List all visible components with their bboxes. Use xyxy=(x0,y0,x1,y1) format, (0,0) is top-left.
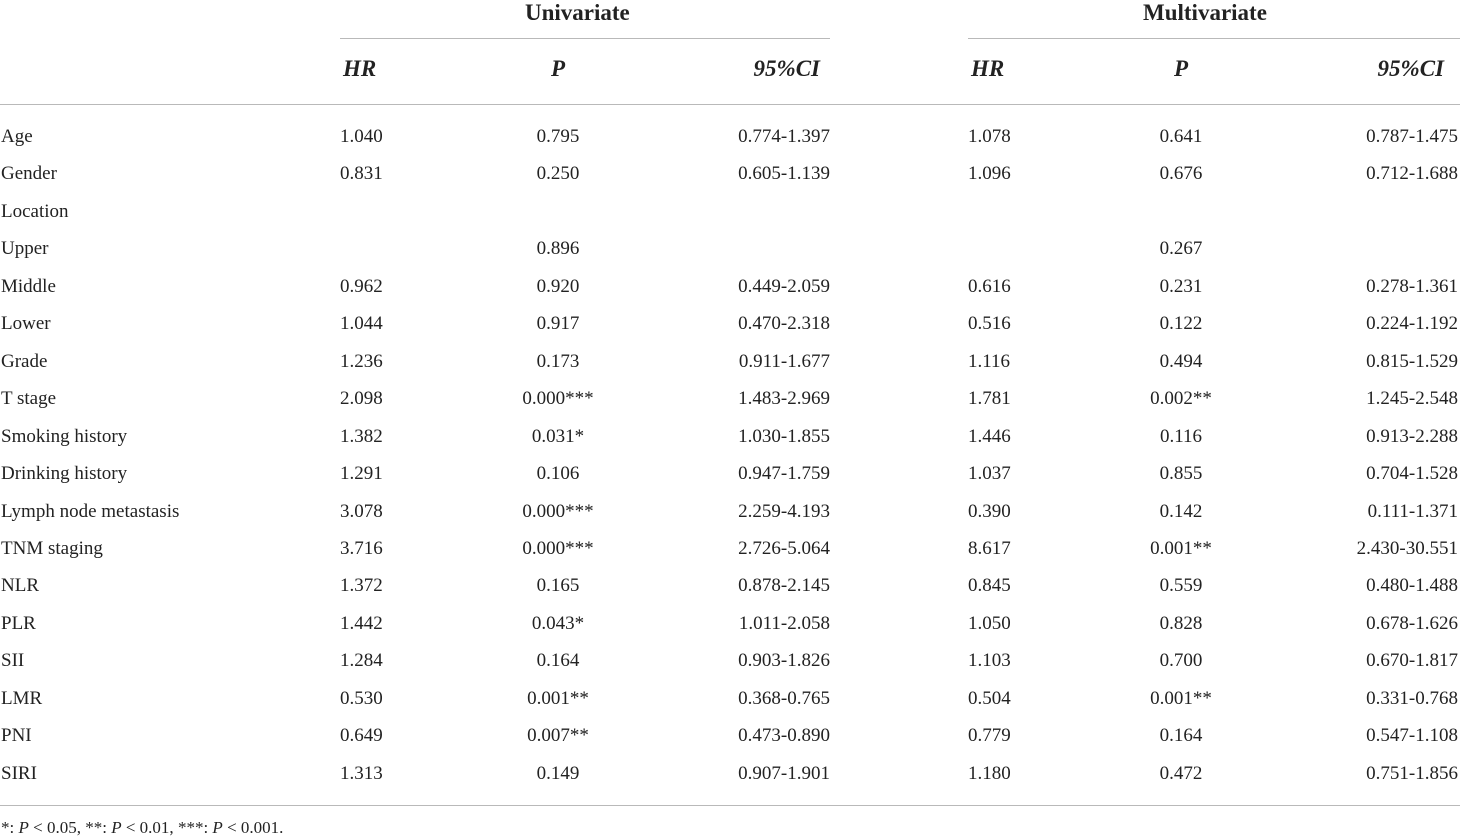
cell-hr-multivariate: 1.180 xyxy=(968,763,1011,784)
cell-ci-univariate: 1.011-2.058 xyxy=(738,613,830,634)
footnote xyxy=(1,818,283,838)
cell-ci-multivariate: 0.751-1.856 xyxy=(1366,763,1458,784)
cell-p-multivariate: 0.001** xyxy=(1150,688,1212,709)
col-header-p-univariate: P xyxy=(550,56,566,81)
cell-ci-univariate: 0.903-1.826 xyxy=(738,650,830,671)
row-label: PNI xyxy=(1,725,32,746)
cell-ci-multivariate: 0.111-1.371 xyxy=(1367,501,1458,522)
cell-ci-univariate: 2.259-4.193 xyxy=(738,501,830,522)
cell-ci-univariate: 2.726-5.064 xyxy=(738,538,830,559)
cell-ci-multivariate: 0.712-1.688 xyxy=(1366,163,1458,184)
cell-ci-multivariate: 0.913-2.288 xyxy=(1366,426,1458,447)
cell-ci-univariate: 0.907-1.901 xyxy=(738,763,830,784)
univariate-underline xyxy=(340,38,830,39)
cell-p-multivariate: 0.164 xyxy=(1159,725,1203,746)
footnote-var-1: P xyxy=(18,818,29,837)
cell-p-univariate: 0.031* xyxy=(531,426,585,447)
cell-p-univariate: 0.795 xyxy=(536,126,580,147)
row-label: Middle xyxy=(1,276,56,297)
cell-hr-univariate: 1.372 xyxy=(340,575,383,596)
footnote-var-3: P xyxy=(212,818,223,837)
cell-p-multivariate: 0.002** xyxy=(1150,388,1212,409)
cell-p-univariate: 0.000*** xyxy=(522,538,594,559)
cell-p-univariate: 0.000*** xyxy=(522,501,594,522)
footnote-rest-2: < 0.01, xyxy=(121,818,178,837)
row-label: Smoking history xyxy=(1,426,128,447)
cell-ci-multivariate: 0.704-1.528 xyxy=(1366,463,1458,484)
cell-hr-multivariate: 1.116 xyxy=(968,351,1011,372)
cell-hr-multivariate: 1.037 xyxy=(968,463,1011,484)
row-label: T stage xyxy=(1,388,57,409)
cell-p-multivariate: 0.855 xyxy=(1159,463,1203,484)
row-label: TNM staging xyxy=(1,538,103,559)
row-label: LMR xyxy=(1,688,43,709)
cell-hr-univariate: 0.831 xyxy=(340,163,383,184)
footnote-sym-3: ***: xyxy=(177,818,213,837)
cell-ci-univariate: 0.878-2.145 xyxy=(738,575,830,596)
cell-p-univariate: 0.043* xyxy=(531,613,585,634)
cell-hr-multivariate: 8.617 xyxy=(968,538,1011,559)
table-bottom-rule xyxy=(0,805,1460,806)
cell-ci-multivariate: 0.670-1.817 xyxy=(1366,650,1458,671)
footnote-var-2: P xyxy=(111,818,122,837)
cell-hr-multivariate: 0.504 xyxy=(968,688,1011,709)
cell-p-univariate: 0.106 xyxy=(536,463,580,484)
cell-ci-univariate: 0.470-2.318 xyxy=(738,313,830,334)
cell-p-univariate: 0.250 xyxy=(536,163,580,184)
cell-p-univariate: 0.164 xyxy=(536,650,580,671)
cell-hr-univariate: 1.044 xyxy=(340,313,383,334)
cell-hr-univariate: 3.716 xyxy=(340,538,383,559)
footnote-sym-2: **: xyxy=(85,818,112,837)
row-label: PLR xyxy=(1,613,36,634)
cell-ci-univariate: 1.030-1.855 xyxy=(738,426,830,447)
cell-hr-multivariate: 0.390 xyxy=(968,501,1011,522)
col-header-hr-multivariate: HR xyxy=(971,56,1005,81)
footnote-rest-3: < 0.001. xyxy=(222,818,284,837)
cell-hr-univariate: 1.442 xyxy=(340,613,383,634)
cell-ci-multivariate: 0.224-1.192 xyxy=(1366,313,1458,334)
cell-ci-multivariate: 0.547-1.108 xyxy=(1366,725,1458,746)
cell-p-multivariate: 0.641 xyxy=(1159,126,1203,147)
row-label: SIRI xyxy=(1,763,37,784)
row-label: SII xyxy=(1,650,25,671)
cell-p-univariate: 0.000*** xyxy=(522,388,594,409)
cell-ci-multivariate: 0.331-0.768 xyxy=(1366,688,1458,709)
cell-p-multivariate: 0.142 xyxy=(1159,501,1203,522)
cell-p-univariate: 0.920 xyxy=(536,276,580,297)
footnote-rest-1: < 0.05, xyxy=(28,818,86,837)
multivariate-underline xyxy=(968,38,1460,39)
col-header-ci-univariate: 95%CI xyxy=(753,56,820,81)
col-header-p-multivariate: P xyxy=(1173,56,1189,81)
cell-p-multivariate: 0.676 xyxy=(1159,163,1203,184)
row-label: Grade xyxy=(1,351,48,372)
cell-hr-univariate: 1.236 xyxy=(340,351,383,372)
cell-hr-multivariate: 1.446 xyxy=(968,426,1011,447)
cell-hr-multivariate: 1.781 xyxy=(968,388,1011,409)
col-header-ci-multivariate: 95%CI xyxy=(1377,56,1444,81)
cell-p-univariate: 0.173 xyxy=(536,351,580,372)
cell-ci-univariate: 0.947-1.759 xyxy=(738,463,830,484)
cell-hr-univariate: 1.040 xyxy=(340,126,383,147)
cell-hr-multivariate: 0.845 xyxy=(968,575,1011,596)
cell-p-univariate: 0.896 xyxy=(536,238,580,259)
cell-p-univariate: 0.165 xyxy=(536,575,580,596)
cell-hr-univariate: 3.078 xyxy=(340,501,383,522)
cell-p-multivariate: 0.267 xyxy=(1159,238,1203,259)
row-label: Lower xyxy=(1,313,51,334)
header-bottom-rule xyxy=(0,104,1460,105)
cell-hr-univariate: 1.291 xyxy=(340,463,383,484)
cell-hr-univariate: 1.382 xyxy=(340,426,383,447)
cell-ci-multivariate: 0.480-1.488 xyxy=(1366,575,1458,596)
row-label: Gender xyxy=(1,163,57,184)
cell-p-univariate: 0.917 xyxy=(536,313,580,334)
multivariate-title: Multivariate xyxy=(1143,0,1267,25)
cell-ci-univariate: 0.473-0.890 xyxy=(738,725,830,746)
cell-p-multivariate: 0.494 xyxy=(1159,351,1203,372)
cell-p-multivariate: 0.001** xyxy=(1150,538,1212,559)
cell-hr-univariate: 1.313 xyxy=(340,763,383,784)
row-label: Drinking history xyxy=(1,463,128,484)
cell-p-multivariate: 0.828 xyxy=(1159,613,1203,634)
cell-p-univariate: 0.149 xyxy=(536,763,580,784)
cell-hr-univariate: 0.649 xyxy=(340,725,383,746)
cell-ci-univariate: 0.449-2.059 xyxy=(738,276,830,297)
cell-hr-multivariate: 0.616 xyxy=(968,276,1011,297)
cell-hr-multivariate: 1.096 xyxy=(968,163,1011,184)
univariate-title: Univariate xyxy=(525,0,630,25)
cell-p-multivariate: 0.559 xyxy=(1159,575,1203,596)
cell-hr-univariate: 0.962 xyxy=(340,276,383,297)
footnote-sym-1: *: xyxy=(1,818,19,837)
cell-p-univariate: 0.007** xyxy=(527,725,589,746)
cell-p-multivariate: 0.122 xyxy=(1159,313,1203,334)
cell-ci-multivariate: 0.787-1.475 xyxy=(1366,126,1458,147)
cell-ci-multivariate: 0.278-1.361 xyxy=(1366,276,1458,297)
cell-p-multivariate: 0.472 xyxy=(1159,763,1203,784)
cell-hr-multivariate: 0.779 xyxy=(968,725,1011,746)
cell-ci-univariate: 1.483-2.969 xyxy=(738,388,830,409)
row-label: NLR xyxy=(1,575,39,596)
cell-hr-multivariate: 1.078 xyxy=(968,126,1011,147)
col-header-hr-univariate: HR xyxy=(343,56,377,81)
cell-ci-univariate: 0.605-1.139 xyxy=(738,163,830,184)
row-label: Lymph node metastasis xyxy=(1,501,180,522)
cell-hr-univariate: 2.098 xyxy=(340,388,383,409)
cell-p-univariate: 0.001** xyxy=(527,688,589,709)
row-label: Age xyxy=(1,126,33,147)
cell-p-multivariate: 0.231 xyxy=(1159,276,1203,297)
cell-p-multivariate: 0.700 xyxy=(1159,650,1203,671)
cell-ci-multivariate: 0.678-1.626 xyxy=(1366,613,1458,634)
cell-hr-univariate: 0.530 xyxy=(340,688,383,709)
cell-p-multivariate: 0.116 xyxy=(1159,426,1203,447)
cell-ci-multivariate: 0.815-1.529 xyxy=(1366,351,1458,372)
cell-ci-multivariate: 2.430-30.551 xyxy=(1356,538,1458,559)
cell-hr-univariate: 1.284 xyxy=(340,650,383,671)
cell-ci-univariate: 0.911-1.677 xyxy=(738,351,830,372)
cell-ci-univariate: 0.368-0.765 xyxy=(738,688,830,709)
cell-ci-multivariate: 1.245-2.548 xyxy=(1366,388,1458,409)
cell-hr-multivariate: 1.103 xyxy=(968,650,1011,671)
row-label: Location xyxy=(1,201,69,222)
cell-hr-multivariate: 0.516 xyxy=(968,313,1011,334)
cell-ci-univariate: 0.774-1.397 xyxy=(738,126,830,147)
cell-hr-multivariate: 1.050 xyxy=(968,613,1011,634)
row-label: Upper xyxy=(1,238,49,259)
